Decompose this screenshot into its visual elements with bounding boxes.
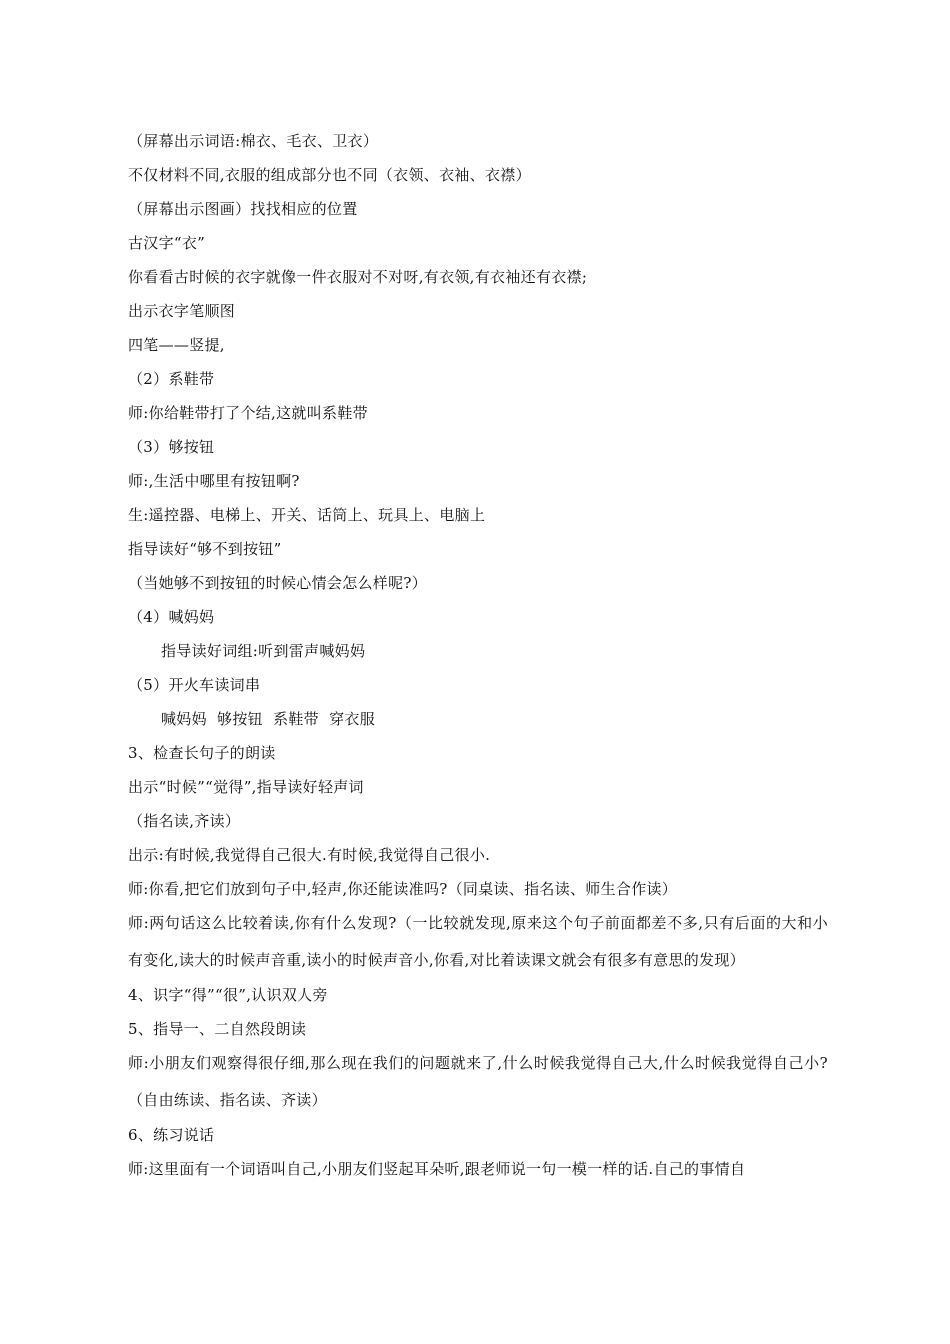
text-line-1: （屏幕出示词语:棉衣、毛衣、卫衣） xyxy=(128,132,379,150)
text-line-2: 不仅材料不同,衣服的组成部分也不同（衣领、衣袖、衣襟） xyxy=(128,166,531,184)
text-line-9: 师:你给鞋带打了个结,这就叫系鞋带 xyxy=(128,404,368,422)
text-line-19: 3、检查长句子的朗读 xyxy=(128,744,276,762)
text-line-3: （屏幕出示图画）找找相应的位置 xyxy=(128,200,358,218)
text-line-7: 四笔——竖提, xyxy=(128,336,225,354)
text-line-15: （4）喊妈妈 xyxy=(128,608,215,626)
text-line-18: 喊妈妈 够按钮 系鞋带 穿衣服 xyxy=(161,710,376,728)
text-line-12: 生:遥控器、电梯上、开关、话筒上、玩具上、电脑上 xyxy=(128,506,486,524)
text-line-10: （3）够按钮 xyxy=(128,438,215,456)
document-page xyxy=(128,124,828,1186)
text-line-5: 你看看古时候的衣字就像一件衣服对不对呀,有衣领,有衣袖还有衣襟; xyxy=(128,268,588,286)
text-line-22: 出示:有时候,我觉得自己很大.有时候,我觉得自己很小. xyxy=(128,846,491,864)
text-line-29: 师:这里面有一个词语叫自己,小朋友们竖起耳朵听,跟老师说一句一模一样的话.自己的事情自 xyxy=(128,1160,746,1178)
text-line-17: （5）开火车读词串 xyxy=(128,676,261,694)
text-line-23: 师:你看,把它们放到句子中,轻声,你还能读准吗?（同桌读、指名读、师生合作读） xyxy=(128,880,678,898)
text-paragraph-27: 师:小朋友们观察得很仔细,那么现在我们的问题就来了,什么时候我觉得自己大,什么时候我觉得自己小?（自由练读、指名读、齐读） xyxy=(128,1054,828,1109)
text-line-16: 指导读好词组:听到雷声喊妈妈 xyxy=(161,642,366,660)
text-line-8: （2）系鞋带 xyxy=(128,370,215,388)
text-paragraph-24: 师:两句话这么比较着读,你有什么发现?（一比较就发现,原来这个句子前面都差不多,只有后面的大和小有变化,读大的时候声音重,读小的时候声音小,你看,对比着读课文就会有很多有意思的发现） xyxy=(128,914,828,969)
text-line-28: 6、练习说话 xyxy=(128,1126,215,1144)
text-line-25: 4、识字“得”“很”,认识双人旁 xyxy=(128,986,328,1004)
text-line-11: 师:,生活中哪里有按钮啊? xyxy=(128,472,300,490)
text-line-13: 指导读好“够不到按钮” xyxy=(128,540,282,558)
text-line-4: 古汉字“衣” xyxy=(128,234,206,252)
text-line-26: 5、指导一、二自然段朗读 xyxy=(128,1020,307,1038)
text-line-14: （当她够不到按钮的时候心情会怎么样呢?） xyxy=(128,574,428,592)
text-line-20: 出示“时候”“觉得”,指导读好轻声词 xyxy=(128,778,364,796)
text-line-6: 出示衣字笔顺图 xyxy=(128,302,236,320)
text-line-21: （指名读,齐读） xyxy=(128,812,241,830)
